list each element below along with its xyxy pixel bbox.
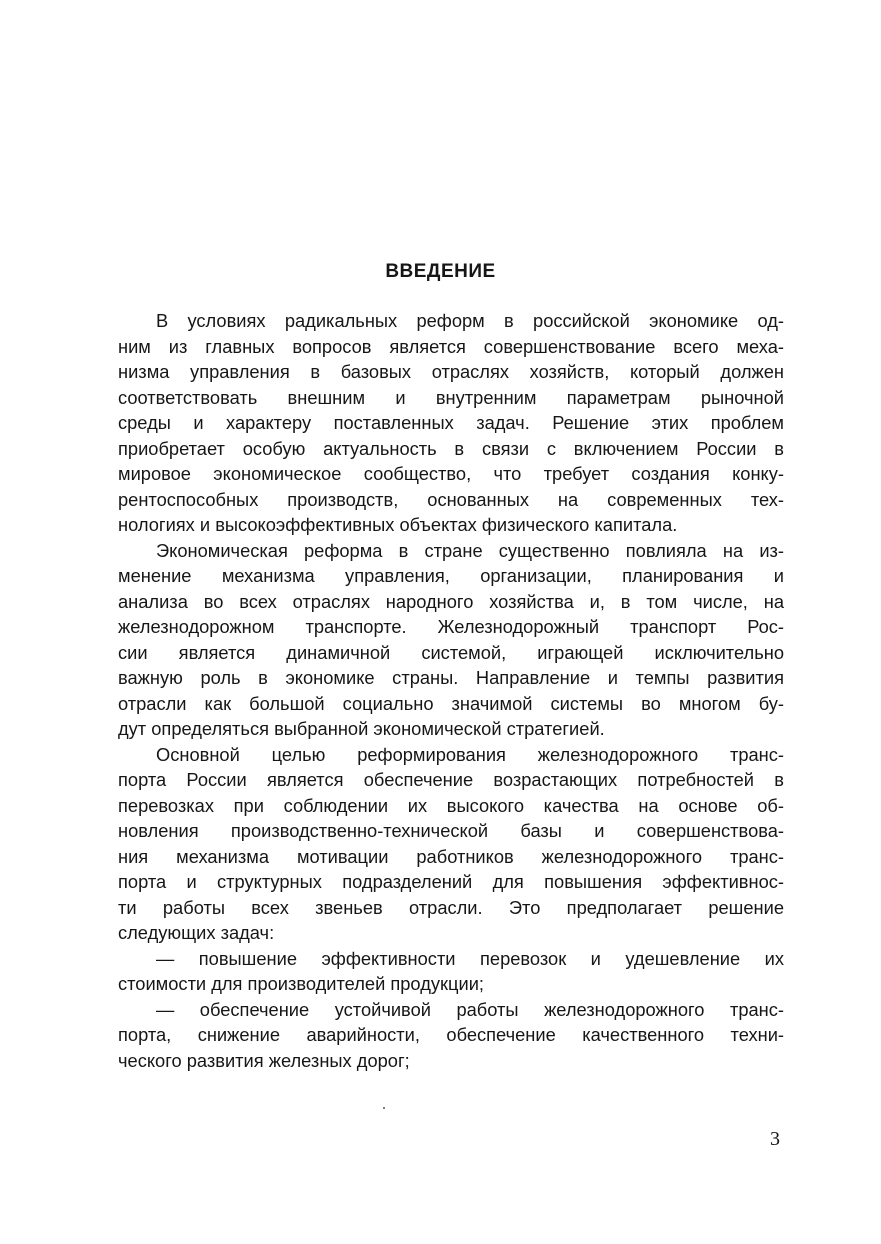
paragraph-line: рентоспособных производств, основанных на современных тех-	[118, 488, 784, 510]
paragraph-line: ти работы всех звеньев отрасли. Это предполагает решение	[118, 896, 784, 918]
paragraph-line: Основной целью реформирования железнодорожного транс-	[156, 743, 784, 765]
paragraph-line: нологиях и высокоэффективных объектах физического капитала.	[118, 514, 678, 535]
paragraph-line: дут определяться выбранной экономической стратегией.	[118, 718, 605, 739]
paragraph-line: В условиях радикальных реформ в российской экономике од-	[156, 310, 784, 331]
paragraph-line: — обеспечение устойчивой работы железнодорожного транс-	[156, 998, 784, 1020]
page-number: 3	[770, 1128, 780, 1150]
paragraph-line: ним из главных вопросов является совершенствование всего меха-	[118, 335, 784, 357]
paragraph-line: новления производственно-технической базы и совершенствова-	[118, 820, 784, 841]
paragraph-line: ния механизма мотивации работников железнодорожного транс-	[118, 845, 784, 867]
paragraph-line: стоимости для производителей продукции;	[118, 973, 484, 994]
paragraph-line: важную роль в экономике страны. Направление и темпы развития	[118, 667, 784, 688]
section-title: ВВЕДЕНИЕ	[385, 261, 496, 282]
paragraph-line: низма управления в базовых отраслях хозяйств, который должен	[118, 361, 784, 382]
paragraph-line: сии является динамичной системой, играющей исключительно	[118, 641, 784, 663]
paragraph-line: — повышение эффективности перевозок и удешевление их	[156, 947, 784, 969]
paragraph-line: порта и структурных подразделений для повышения эффективнос-	[118, 871, 784, 892]
paragraph-line: железнодорожном транспорте. Железнодорожный транспорт Рос-	[118, 616, 784, 637]
body-text	[118, 308, 784, 1073]
paragraph-line: менение механизма управления, организации, планирования и	[118, 565, 784, 586]
paragraph-line: Экономическая реформа в стране существенно повлияла на из-	[156, 539, 784, 561]
paragraph-line: ческого развития железных дорог;	[118, 1049, 410, 1071]
paragraph-line: порта, снижение аварийности, обеспечение качественного техни-	[118, 1024, 784, 1045]
paragraph-line: среды и характеру поставленных задач. Решение этих проблем	[118, 412, 784, 433]
paragraph-line: порта России является обеспечение возрастающих потребностей в	[118, 769, 784, 790]
paragraph-line: соответствовать внешним и внутренним параметрам рыночной	[118, 386, 784, 408]
paragraph-line: следующих задач:	[118, 922, 275, 943]
paragraph-line: мировое экономическое сообщество, что требует создания конку-	[118, 463, 784, 484]
paragraph-line: анализа во всех отраслях народного хозяйства и, в том числе, на	[118, 590, 784, 612]
paragraph-line: отрасли как большой социально значимой системы во многом бу-	[118, 692, 784, 714]
scan-speck	[383, 1107, 385, 1109]
paragraph-line: перевозках при соблюдении их высокого качества на основе об-	[118, 794, 784, 816]
paragraph-line: приобретает особую актуальность в связи с включением России в	[118, 437, 784, 459]
